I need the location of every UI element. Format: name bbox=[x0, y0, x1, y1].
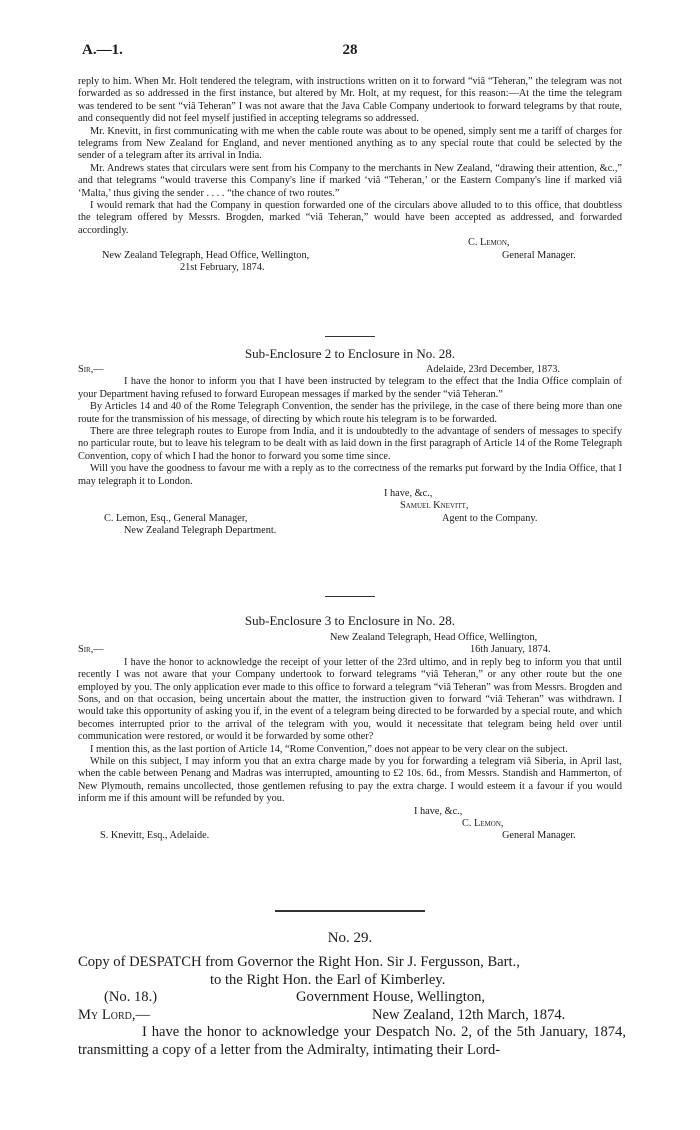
addressee: S. Knevitt, Esq., Adelaide. bbox=[100, 830, 210, 842]
salutation: My Lord,— bbox=[78, 1006, 151, 1023]
paragraph: I have the honor to acknowledge your Despatch No. 2, of the 5th January, 1874, transmitting a copy of a letter from the Admiralty, intimating their Lord- bbox=[78, 1024, 626, 1058]
despatch-title-line bbox=[78, 954, 626, 972]
letter-date: 16th January, 1874. bbox=[470, 644, 551, 656]
place-date: New Zealand, 12th March, 1874. bbox=[372, 1006, 566, 1023]
signature-row bbox=[78, 818, 622, 830]
closing-row bbox=[78, 806, 622, 818]
addressee-row bbox=[78, 513, 622, 525]
despatch-title-continued: to the Right Hon. the Earl of Kimberley. bbox=[210, 971, 446, 988]
place-date: Adelaide, 23rd December, 1873. bbox=[426, 364, 560, 375]
section-divider bbox=[325, 596, 375, 597]
closing: I have, &c., bbox=[384, 488, 433, 500]
paragraph: Mr. Knevitt, in first communicating with me when the cable route was about to be opened, simply sent me a tariff of charges for telegrams from New Zealand for England, and never mentioned anything as to any special route that could be selected by the sender of a telegram after its arrival in India. bbox=[78, 125, 622, 162]
sub-enclosure-3-letter bbox=[78, 632, 622, 843]
letter-date: 21st February, 1874. bbox=[180, 262, 265, 274]
office-row bbox=[78, 632, 622, 644]
signature-row bbox=[78, 237, 622, 249]
paragraph: Mr. Andrews states that circulars were sent from his Company to the merchants in New Zealand, “drawing their attention, &c.,” and that telegrams “would traverse this Company's line if marked ‘viâ “Teheran,’ or the Eastern Company's line if marked viâ ‘Malta,’ thus giving the sender . . . . “the chance of two routes.” bbox=[78, 162, 622, 199]
paragraph: There are three telegraph routes to Europe from India, and it is undoubtedly to the advantage of senders of messages to specify no particular route, but to leave his telegram to be dealt with as laid down in the first paragraph of Article 14 of the Rome Telegraph Convention, copy of which I had the honor to forward you some time since. bbox=[78, 426, 622, 462]
letter-lemon-continuation bbox=[78, 76, 622, 274]
paragraph: I have the honor to acknowledge the receipt of your letter of the 23rd ultimo, and in reply beg to inform you that until recently I was not aware that your Company undertook to forward telegrams “viâ Teheran,” or any other route but the one employed by you. The only application ever made to this office to forward a telegram “viâ Teheran” was from Messrs. Brogden and Sons, and on that occasion, being uncertain about the matter, the instruction given to forward “viâ Teheran” was withdrawn. I would take this opportunity of asking you if, in the event of a telegram being directed to be forwarded by a special route, and which becomes interrupted prior to the arrival of the telegram with you, would it necessitate that telegram being held over until communication were restored, or would it be forwarded by some other? bbox=[78, 656, 622, 743]
despatch-29 bbox=[78, 954, 626, 1059]
addressee-row bbox=[78, 525, 622, 537]
paragraph: I have the honor to inform you that I have been instructed by telegram to the effect that the India Office complain of your Department having refused to forward European messages if marked by the sender “viâ Teheran.” bbox=[78, 376, 622, 400]
addressee-row bbox=[78, 830, 622, 842]
salutation-row bbox=[78, 1007, 626, 1025]
paragraph: While on this subject, I may inform you that an extra charge made by you for forwarding a telegram viâ Siberia, in April last, when the cable between Penang and Madras was interrupted, amounting to £2 10s. 6d., from Messrs. Standish and Hammerton, of New Plymouth, remains uncollected, those gentlemen refusing to pay the extra charge. I would esteem it a favour if you would inform me if this amount will be refunded by you. bbox=[78, 756, 622, 805]
place: Government House, Wellington, bbox=[296, 989, 486, 1005]
sub-enclosure-3-heading: Sub-Enclosure 3 to Enclosure in No. 28. bbox=[244, 613, 456, 628]
signatory: Samuel Knevitt, bbox=[400, 500, 469, 512]
page-header bbox=[82, 42, 618, 62]
parliamentary-paper-reference: A.—1. bbox=[82, 42, 123, 58]
signature-row bbox=[78, 500, 622, 512]
closing: I have, &c., bbox=[414, 805, 463, 817]
office-address: New Zealand Telegraph, Head Office, Wellington, bbox=[102, 249, 310, 261]
paragraph: reply to him. When Mr. Holt tendered the telegram, with instructions written on it to forward “viâ “Teheran,” the telegram was not forwarded as so addressed in the first instance, but altered by Mr. Holt, at my request, for this reason:—At the time the telegram was tendered to be sent “viâ Teheran” I was not aware that the Java Cable Company undertook to forward telegrams by that route, and consequently did not feel myself justified in accepting telegrams so addressed. bbox=[78, 76, 622, 125]
sub-enclosure-2-letter bbox=[78, 364, 622, 538]
salutation: Sir,— bbox=[78, 364, 104, 375]
office-address: New Zealand Telegraph, Head Office, Wellington, bbox=[330, 632, 538, 643]
signatory: C. Lemon, bbox=[468, 237, 510, 249]
signatory-title: General Manager. bbox=[502, 830, 576, 842]
signatory-title: Agent to the Company. bbox=[442, 512, 538, 524]
page-number: 28 bbox=[342, 42, 358, 58]
paragraph: By Articles 14 and 40 of the Rome Telegraph Convention, the sender has the privilege, in the case of there being more than one route for the transmission of his message, of directing by which route his telegram is to be forwarded. bbox=[78, 401, 622, 425]
signatory-title: General Manager. bbox=[502, 249, 576, 261]
despatch-title: Copy of DESPATCH from Governor the Right Hon. Sir J. Fergusson, Bart., bbox=[78, 954, 520, 970]
despatch-number: No. 29. bbox=[327, 930, 373, 946]
date-row bbox=[78, 262, 622, 274]
reference-row bbox=[78, 989, 626, 1007]
paragraph: Will you have the goodness to favour me with a reply as to the correctness of the remarks put forward by the India Office, that I may telegraph it to London. bbox=[78, 463, 622, 487]
despatch-reference: (No. 18.) bbox=[104, 989, 158, 1005]
closing-row bbox=[78, 488, 622, 500]
addressee-department: New Zealand Telegraph Department. bbox=[124, 525, 277, 537]
sub-enclosure-2-heading: Sub-Enclosure 2 to Enclosure in No. 28. bbox=[244, 346, 456, 361]
section-divider-long bbox=[275, 910, 425, 912]
addressee: C. Lemon, Esq., General Manager, bbox=[104, 512, 248, 524]
signatory: C. Lemon, bbox=[462, 818, 504, 830]
salutation: Sir,— bbox=[78, 644, 104, 656]
paragraph: I would remark that had the Company in question forwarded one of the circulars above alluded to to this office, that doubtless the telegram offered by Messrs. Brogden, marked “viâ Teheran,” would have been accepted as addressed, and forwarded accordingly. bbox=[78, 200, 622, 236]
salutation-row bbox=[78, 644, 622, 656]
office-row bbox=[78, 250, 622, 262]
section-divider bbox=[325, 336, 375, 337]
salutation-row bbox=[78, 364, 622, 376]
despatch-title-line bbox=[78, 972, 626, 990]
paragraph: I mention this, as the last portion of Article 14, “Rome Convention,” does not appear to be very clear on the subject. bbox=[90, 743, 568, 755]
